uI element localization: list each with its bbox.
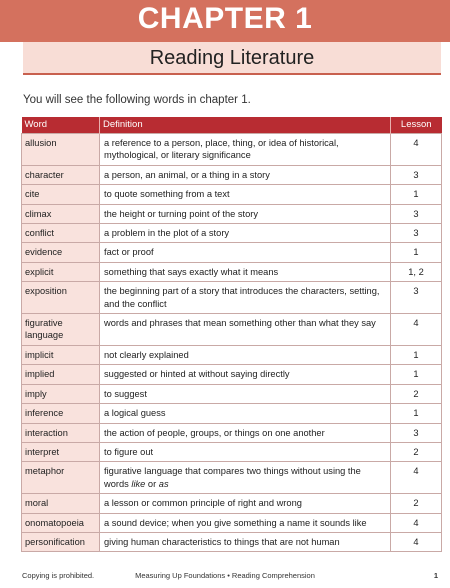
table-row xyxy=(22,262,442,281)
row-word: interpret xyxy=(22,442,100,461)
footer-copyright: Copying is prohibited. xyxy=(22,571,95,580)
table-row xyxy=(22,243,442,262)
row-definition: not clearly explained xyxy=(100,345,391,364)
row-definition: to quote something from a text xyxy=(100,185,391,204)
page-subtitle: Reading Literature xyxy=(149,47,315,69)
row-word: figurative language xyxy=(22,314,100,346)
row-word: interaction xyxy=(22,423,100,442)
row-word: onomatopoeia xyxy=(22,513,100,532)
row-definition: the height or turning point of the story xyxy=(100,204,391,223)
table-row xyxy=(22,314,442,346)
row-definition: a person, an animal, or a thing in a story xyxy=(100,165,391,184)
table-row xyxy=(22,513,442,532)
row-lesson: 3 xyxy=(391,204,442,223)
row-word: metaphor xyxy=(22,462,100,494)
row-definition: to suggest xyxy=(100,384,391,403)
row-word: explicit xyxy=(22,262,100,281)
row-definition: a sound device; when you give something a name it sounds like xyxy=(100,513,391,532)
table-row xyxy=(22,345,442,364)
row-definition: fact or proof xyxy=(100,243,391,262)
row-definition: something that says exactly what it means xyxy=(100,262,391,281)
table-row xyxy=(22,282,442,314)
header-lesson: Lesson xyxy=(391,117,442,134)
table-row xyxy=(22,204,442,223)
row-lesson: 1 xyxy=(391,243,442,262)
row-lesson: 2 xyxy=(391,494,442,513)
row-definition: a logical guess xyxy=(100,404,391,423)
row-word: personification xyxy=(22,532,100,551)
chapter-title: CHAPTER 1 xyxy=(137,2,313,35)
row-lesson: 4 xyxy=(391,532,442,551)
row-word: character xyxy=(22,165,100,184)
row-lesson: 3 xyxy=(391,224,442,243)
table-row xyxy=(22,185,442,204)
row-definition: the beginning part of a story that introduces the characters, setting, and the conflict xyxy=(100,282,391,314)
table-row xyxy=(22,224,442,243)
row-word: allusion xyxy=(22,134,100,166)
table-row xyxy=(22,462,442,494)
footer-title: Measuring Up Foundations • Reading Comprehension xyxy=(135,571,315,580)
row-definition: words and phrases that mean something other than what they say xyxy=(100,314,391,346)
table-row xyxy=(22,494,442,513)
row-definition: a problem in the plot of a story xyxy=(100,224,391,243)
table-row xyxy=(22,442,442,461)
row-definition: giving human characteristics to things that are not human xyxy=(100,532,391,551)
table-row xyxy=(22,384,442,403)
row-word: exposition xyxy=(22,282,100,314)
row-lesson: 1 xyxy=(391,404,442,423)
row-definition: the action of people, groups, or things on one another xyxy=(100,423,391,442)
row-word: implied xyxy=(22,365,100,384)
row-lesson: 2 xyxy=(391,442,442,461)
row-definition: a lesson or common principle of right and wrong xyxy=(100,494,391,513)
table-row xyxy=(22,165,442,184)
page-number: 1 xyxy=(433,571,438,580)
row-definition: suggested or hinted at without saying directly xyxy=(100,365,391,384)
vocabulary-table xyxy=(21,117,442,552)
row-word: inference xyxy=(22,404,100,423)
row-word: climax xyxy=(22,204,100,223)
table-row xyxy=(22,404,442,423)
row-word: cite xyxy=(22,185,100,204)
row-lesson: 1 xyxy=(391,365,442,384)
row-lesson: 4 xyxy=(391,462,442,494)
row-lesson: 2 xyxy=(391,384,442,403)
row-word: evidence xyxy=(22,243,100,262)
row-word: implicit xyxy=(22,345,100,364)
row-lesson: 4 xyxy=(391,134,442,166)
chapter-banner xyxy=(0,0,450,42)
row-definition: a reference to a person, place, thing, or idea of historical, mythological, or literary significance xyxy=(100,134,391,166)
row-lesson: 3 xyxy=(391,282,442,314)
table-row xyxy=(22,532,442,551)
row-word: conflict xyxy=(22,224,100,243)
table-row xyxy=(22,365,442,384)
subtitle-box xyxy=(23,42,441,75)
row-lesson: 1, 2 xyxy=(391,262,442,281)
row-word: imply xyxy=(22,384,100,403)
row-definition: to figure out xyxy=(100,442,391,461)
row-lesson: 1 xyxy=(391,345,442,364)
table-row xyxy=(22,423,442,442)
table-header-row xyxy=(22,117,442,134)
intro-text: You will see the following words in chapter 1. xyxy=(23,94,251,106)
row-word: moral xyxy=(22,494,100,513)
row-lesson: 4 xyxy=(391,314,442,346)
header-definition: Definition xyxy=(100,117,391,134)
table-row xyxy=(22,134,442,166)
table-body xyxy=(22,134,442,552)
row-lesson: 4 xyxy=(391,513,442,532)
row-lesson: 3 xyxy=(391,165,442,184)
row-lesson: 3 xyxy=(391,423,442,442)
row-lesson: 1 xyxy=(391,185,442,204)
row-definition: figurative language that compares two things without using the words like or as xyxy=(100,462,391,494)
header-word: Word xyxy=(22,117,100,134)
